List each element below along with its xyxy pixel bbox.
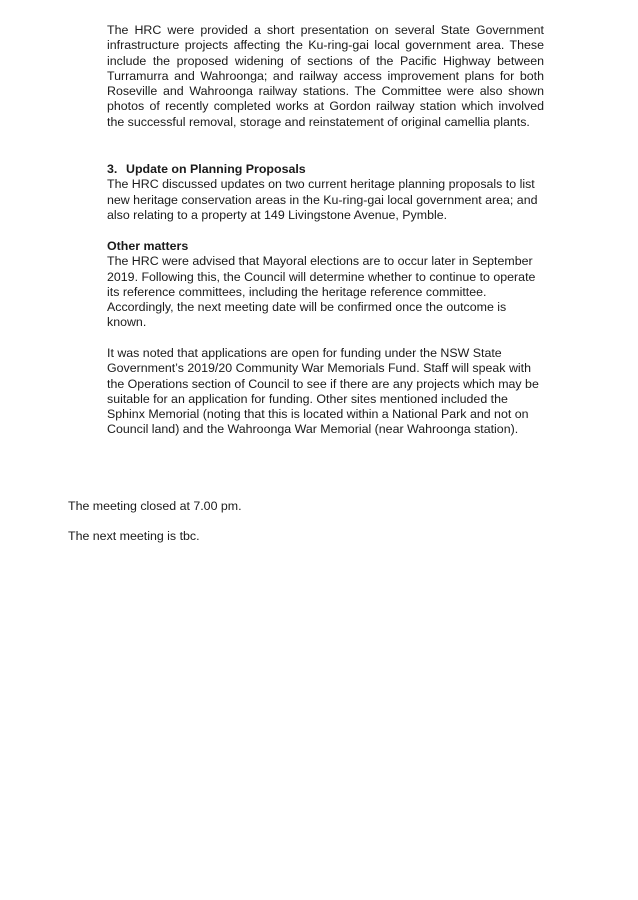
other-matters-section xyxy=(107,239,544,331)
elections-paragraph: The HRC were advised that Mayoral elections are to occur later in September 2019. Following this, the Council will determine whether to continue to operate its reference committees, including the heritage reference committee. Accordingly, the next meeting date will be confirmed once the outcome is known. xyxy=(107,254,536,330)
other-matters-heading: Other matters xyxy=(107,239,189,253)
planning-proposals-section xyxy=(107,162,544,223)
heading-text: Update on Planning Proposals xyxy=(126,162,306,176)
heading-number: 3. xyxy=(107,162,118,176)
intro-section xyxy=(107,23,544,130)
war-memorials-paragraph: It was noted that applications are open for funding under the NSW State Government’s 2019/20 Community War Memorials Fund. Staff will speak with the Operations section of Council to see if there are any projects which may be suitable for an application for funding. Other sites mentioned included the Sphinx Memorial (noting that this is located within a National Park and not on Council land) and the Wahroonga War Memorial (near Wahroonga station). xyxy=(107,346,539,437)
next-meeting-line: The next meeting is tbc. xyxy=(68,529,200,543)
meeting-closed-line: The meeting closed at 7.00 pm. xyxy=(68,499,242,513)
planning-proposals-paragraph: The HRC discussed updates on two current heritage planning proposals to list new heritage conservation areas in the Ku-ring-gai local government area; and also relating to a property at 149 Livingstone Avenue, Pymble. xyxy=(107,177,538,222)
intro-paragraph: The HRC were provided a short presentation on several State Government infrastructure projects affecting the Ku-ring-gai local government area. These include the proposed widening of sections of the Pacific Highway between Turramurra and Wahroonga; and railway access improvement plans for both Roseville and Wahroonga railway stations. The Committee were also shown photos of recently completed works at Gordon railway station which involved the successful removal, storage and reinstatement of original camellia plants. xyxy=(107,23,544,129)
war-memorials-section xyxy=(107,346,544,438)
planning-proposals-heading xyxy=(107,162,544,177)
